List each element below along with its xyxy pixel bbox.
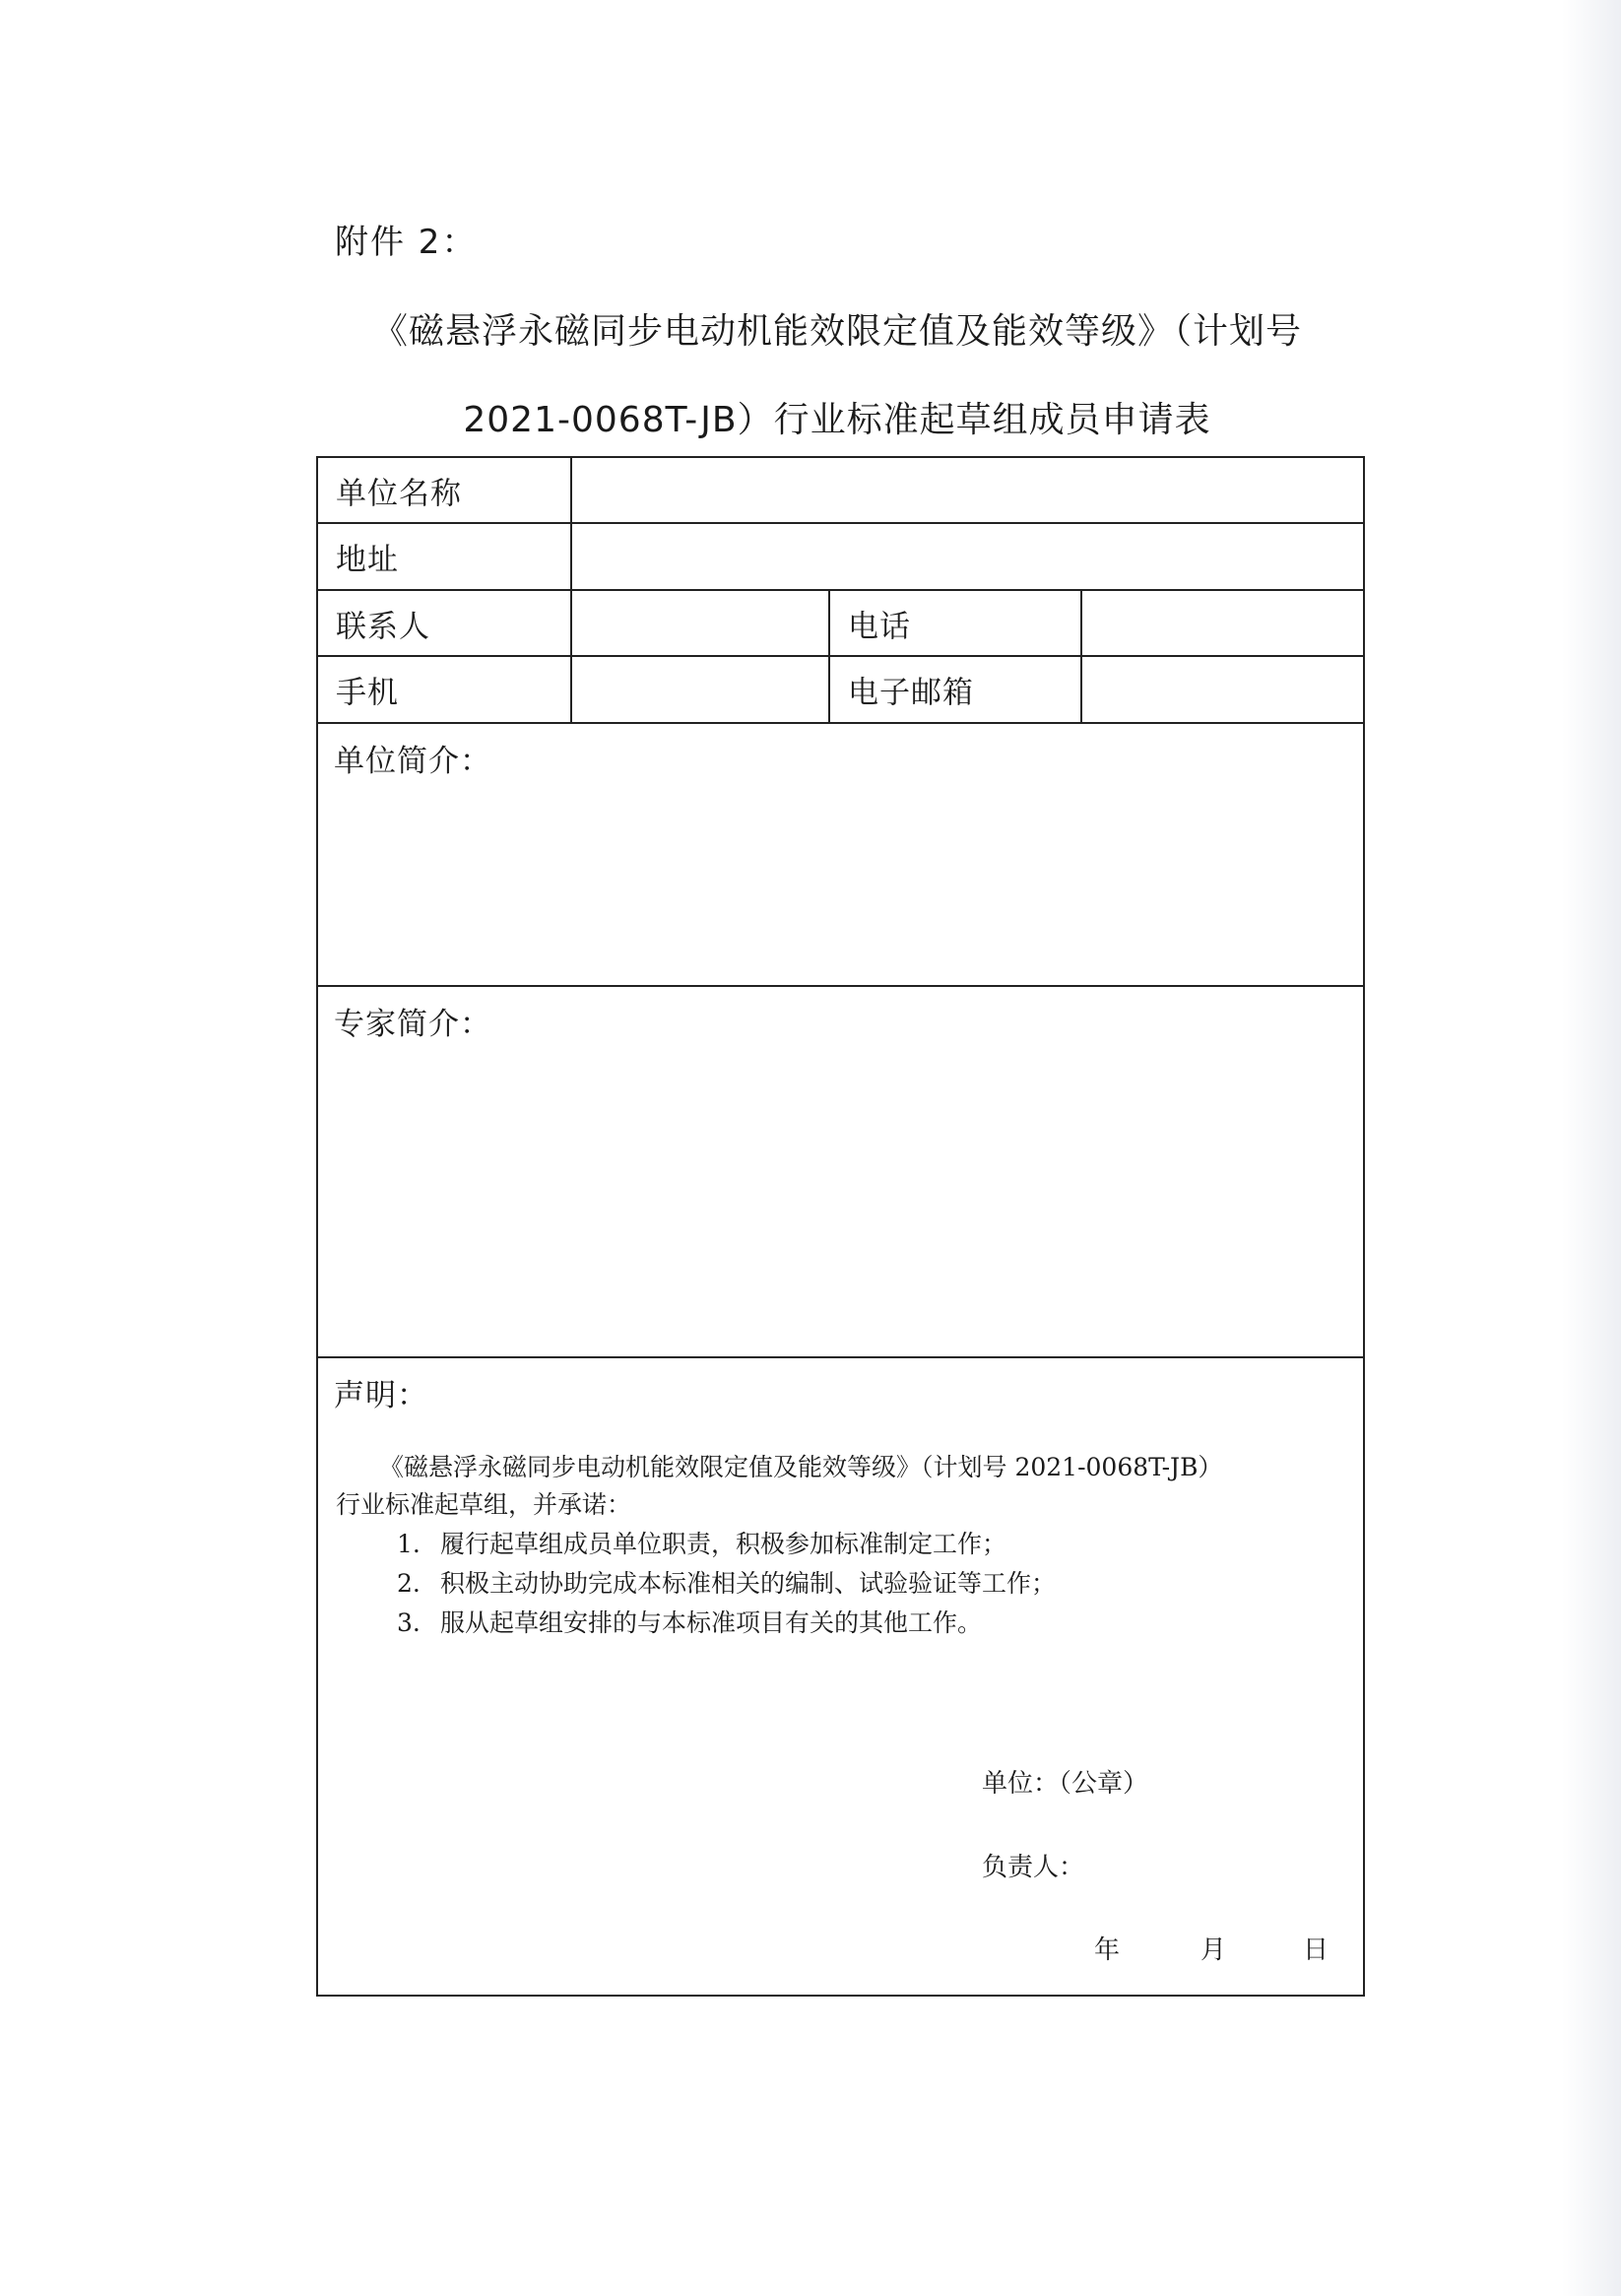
mobile-label: 手机 (336, 675, 399, 711)
row-contact-phone (318, 591, 1363, 657)
declaration-item-number: 3. (397, 1608, 421, 1637)
date-year-label: 年 (1094, 1935, 1121, 1965)
email-label: 电子邮箱 (848, 675, 974, 711)
expert-intro-label: 专家简介： (334, 1007, 491, 1042)
contact-field[interactable] (572, 591, 830, 655)
declaration-label: 声明： (334, 1378, 428, 1413)
row-unit-intro (318, 724, 1363, 987)
responsible-person-label: 负责人： (982, 1853, 1085, 1882)
unit-name-label-cell (318, 458, 572, 522)
row-expert-intro (318, 987, 1363, 1358)
row-declaration (318, 1358, 1363, 1995)
row-address (318, 524, 1363, 591)
form-title-line-1: 《磁悬浮永磁同步电动机能效限定值及能效等级》（计划号 (371, 311, 1302, 352)
contact-label-cell (318, 591, 572, 655)
phone-label: 电话 (848, 609, 911, 644)
unit-name-field[interactable] (572, 458, 1363, 522)
declaration-item (397, 1525, 1006, 1560)
declaration-paragraph-line-2: 行业标准起草组，并承诺： (336, 1490, 632, 1519)
address-label: 地址 (336, 542, 399, 578)
date-day-label: 日 (1303, 1935, 1329, 1965)
declaration-item-text: 服从起草组安排的与本标准项目有关的其他工作。 (440, 1608, 983, 1637)
form-title-line-2: 2021-0068T-JB）行业标准起草组成员申请表 (463, 400, 1211, 440)
declaration-item-number: 1. (397, 1530, 421, 1558)
attachment-label: 附件 2： (335, 223, 478, 262)
unit-seal-label: 单位：（公章） (982, 1769, 1149, 1799)
expert-intro-field[interactable] (318, 1046, 1363, 1356)
unit-intro-field[interactable] (318, 783, 1363, 985)
declaration-item-text: 积极主动协助完成本标准相关的编制、试验验证等工作； (440, 1569, 1057, 1598)
row-unit-name (318, 458, 1363, 524)
phone-label-cell (830, 591, 1082, 655)
declaration-item-text: 履行起草组成员单位职责，积极参加标准制定工作； (440, 1530, 1007, 1558)
mobile-field[interactable] (572, 657, 830, 722)
row-mobile-email (318, 657, 1363, 724)
contact-label: 联系人 (336, 609, 430, 644)
phone-field[interactable] (1082, 591, 1363, 655)
application-form-table (316, 456, 1365, 1997)
unit-intro-label: 单位简介： (334, 744, 491, 779)
unit-name-label: 单位名称 (336, 476, 462, 511)
email-label-cell (830, 657, 1082, 722)
mobile-label-cell (318, 657, 572, 722)
declaration-item-number: 2. (397, 1569, 421, 1598)
declaration-paragraph-line-1: 《磁悬浮永磁同步电动机能效限定值及能效等级》（计划号 2021-0068T-JB） (379, 1453, 1223, 1481)
address-field[interactable] (572, 524, 1363, 589)
declaration-item (397, 1564, 1056, 1600)
scan-edge-shadow (1562, 0, 1621, 2296)
declaration-item (397, 1604, 982, 1639)
address-label-cell (318, 524, 572, 589)
email-field[interactable] (1082, 657, 1363, 722)
date-month-label: 月 (1200, 1935, 1227, 1965)
